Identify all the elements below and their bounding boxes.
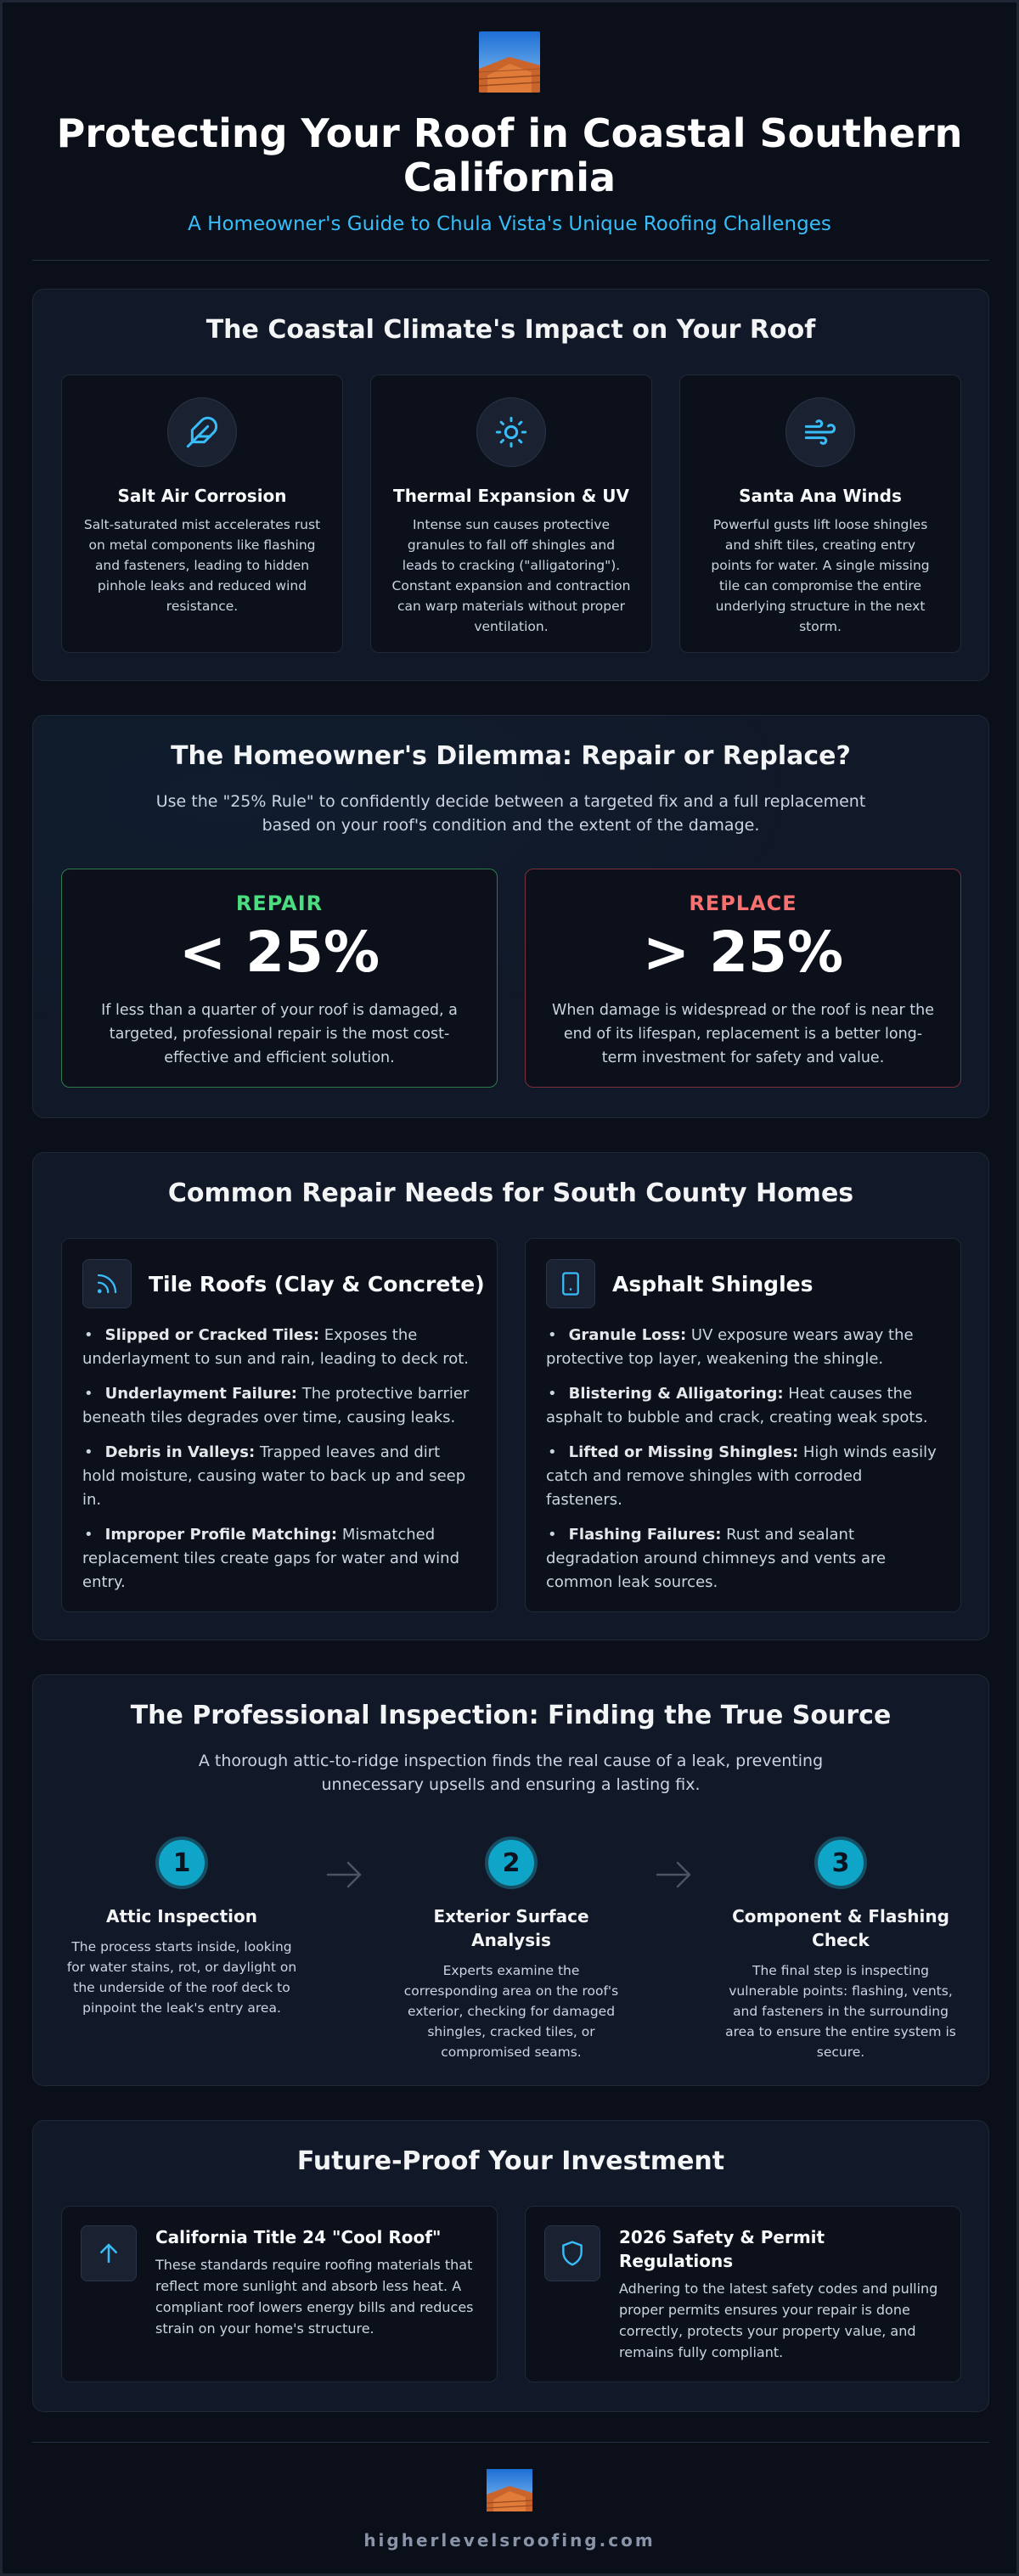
dilemma-section xyxy=(32,715,989,1118)
future-card-title: California Title 24 "Cool Roof" xyxy=(155,2227,442,2247)
list-item: • Flashing Failures: Rust and sealant degradation around chimneys and vents are common leak sources. xyxy=(546,1526,887,1591)
climate-section-title: The Coastal Climate's Impact on Your Roof xyxy=(205,315,816,345)
inspection-section-title: The Professional Inspection: Finding the True Source xyxy=(130,1701,892,1730)
repair-threshold: < 25% xyxy=(178,920,380,985)
climate-card-title: Thermal Expansion & UV xyxy=(393,486,629,506)
arrow-up-icon xyxy=(81,2225,137,2281)
step-number-badge: 2 xyxy=(485,1836,538,1889)
tile-repair-list xyxy=(62,1308,497,1595)
climate-card-winds xyxy=(679,374,961,653)
cool-roof-card xyxy=(61,2206,498,2382)
roof-logo-image xyxy=(479,31,540,93)
arrow-right-icon xyxy=(654,1858,695,1895)
inspection-description: A thorough attic-to-ridge inspection finds the real cause of a leak, preventing unnecessary upsells and ensuring a lasting fix. xyxy=(198,1752,824,1794)
list-item: • Slipped or Cracked Tiles: Exposes the underlayment to sun and rain, leading to deck rot. xyxy=(82,1326,469,1368)
future-card-text: Adhering to the latest safety codes and pulling proper permits ensures your repair is done correctly, protects your property value, and remains fully compliant. xyxy=(619,2281,938,2360)
step-number-badge: 3 xyxy=(814,1836,867,1889)
dilemma-description: Use the "25% Rule" to confidently decide between a targeted fix and a full replacement based on your roof's condition and the extent of the damage. xyxy=(155,792,866,835)
inspection-step-3 xyxy=(718,1836,964,2062)
footer-divider xyxy=(32,2442,989,2443)
repairs-section xyxy=(32,1152,989,1640)
future-card-text: These standards require roofing materials that reflect more sunlight and absorb less heat. A compliant roof lowers energy bills and reduces strain on your home's structure. xyxy=(155,2257,474,2337)
climate-card-text: Intense sun causes protective granules to fall off shingles and leads to cracking ("alligatoring"). Constant expansion and contraction can warp materials without proper ventilation. xyxy=(391,517,631,634)
future-card-title: 2026 Safety & Permit Regulations xyxy=(619,2227,825,2271)
asphalt-repair-list xyxy=(526,1308,960,1595)
replace-threshold: > 25% xyxy=(642,920,844,985)
climate-card-title: Salt Air Corrosion xyxy=(117,486,287,506)
future-section-title: Future-Proof Your Investment xyxy=(296,2146,725,2176)
asphalt-shingles-title: Asphalt Shingles xyxy=(612,1271,814,1296)
inspection-section xyxy=(32,1674,989,2086)
list-item: • Debris in Valleys: Trapped leaves and dirt hold moisture, causing water to back up and seep in. xyxy=(82,1443,466,1509)
page-title: Protecting Your Roof in Coastal Southern California xyxy=(56,110,963,200)
step-number-badge: 1 xyxy=(155,1836,208,1889)
repair-label: REPAIR xyxy=(235,891,324,915)
shield-icon xyxy=(544,2225,600,2281)
safety-permit-card xyxy=(525,2206,961,2382)
inspection-step-1 xyxy=(59,1836,305,2018)
tile-roofs-card xyxy=(61,1238,498,1612)
replace-text: When damage is widespread or the roof is near the end of its lifespan, replacement is a better long-term investment for safety and value. xyxy=(552,1002,934,1066)
step-title: Exterior Surface Analysis xyxy=(433,1906,589,1950)
roof-logo-image xyxy=(487,2469,532,2511)
repair-text: If less than a quarter of your roof is damaged, a targeted, professional repair is the most cost-effective and efficient solution. xyxy=(101,1002,458,1066)
dilemma-section-title: The Homeowner's Dilemma: Repair or Replace? xyxy=(171,741,851,771)
climate-card-title: Santa Ana Winds xyxy=(739,486,902,506)
list-item: • Improper Profile Matching: Mismatched replacement tiles create gaps for water and wind entry. xyxy=(82,1526,459,1591)
climate-card-salt xyxy=(61,374,343,653)
feather-icon xyxy=(167,397,237,467)
arrow-right-icon xyxy=(324,1858,365,1895)
future-section xyxy=(32,2120,989,2412)
inspection-step-2 xyxy=(388,1836,634,2062)
list-item: • Underlayment Failure: The protective barrier beneath tiles degrades over time, causing leaks. xyxy=(82,1385,470,1426)
footer-website-link[interactable]: higherlevelsroofing.com xyxy=(363,2530,656,2551)
wind-icon xyxy=(785,397,855,467)
step-title: Component & Flashing Check xyxy=(732,1906,949,1950)
repair-card xyxy=(61,869,498,1088)
step-title: Attic Inspection xyxy=(106,1906,257,1926)
asphalt-shingles-card xyxy=(525,1238,961,1612)
list-item: • Granule Loss: UV exposure wears away the protective top layer, weakening the shingle. xyxy=(546,1326,914,1368)
tablet-icon xyxy=(546,1259,595,1308)
footer xyxy=(3,2469,1016,2551)
sun-icon xyxy=(476,397,546,467)
step-text: The process starts inside, looking for water stains, rot, or daylight on the underside of the roof deck to pinpoint the leak's entry area. xyxy=(66,1939,297,2016)
signal-icon xyxy=(82,1259,132,1308)
replace-label: REPLACE xyxy=(689,891,797,915)
repairs-section-title: Common Repair Needs for South County Homes xyxy=(167,1178,854,1208)
climate-card-thermal xyxy=(370,374,652,653)
header-divider xyxy=(32,260,989,261)
replace-card xyxy=(525,869,961,1088)
tile-roofs-title: Tile Roofs (Clay & Concrete) xyxy=(149,1271,485,1296)
step-text: The final step is inspecting vulnerable points: flashing, vents, and fasteners in the surrounding area to ensure the entire system is secure. xyxy=(725,1963,956,2060)
list-item: • Lifted or Missing Shingles: High winds easily catch and remove shingles with corroded fasteners. xyxy=(546,1443,937,1509)
climate-section xyxy=(32,289,989,681)
header xyxy=(3,3,1016,235)
climate-card-text: Salt-saturated mist accelerates rust on metal components like flashing and fasteners, leading to hidden pinhole leaks and reduced wind resistance. xyxy=(83,517,321,614)
climate-card-text: Powerful gusts lift loose shingles and shift tiles, creating entry points for water. A single missing tile can compromise the entire underlying structure in the next storm. xyxy=(711,517,930,634)
list-item: • Blistering & Alligatoring: Heat causes the asphalt to bubble and crack, creating weak spots. xyxy=(546,1385,928,1426)
page-subtitle: A Homeowner's Guide to Chula Vista's Unique Roofing Challenges xyxy=(188,213,831,235)
step-text: Experts examine the corresponding area on the roof's exterior, checking for damaged shingles, cracked tiles, or compromised seams. xyxy=(403,1963,619,2060)
